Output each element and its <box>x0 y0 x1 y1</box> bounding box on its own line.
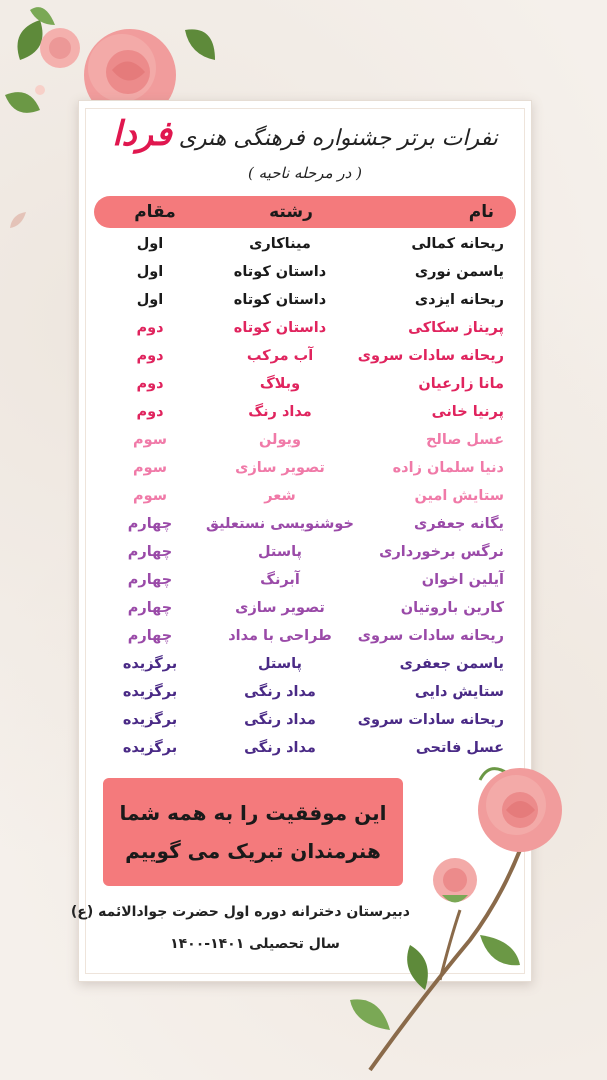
table-row <box>94 594 516 622</box>
row-field: داستان کوتاه <box>233 320 327 336</box>
row-rank: سوم <box>133 488 167 504</box>
row-rank: چهارم <box>127 516 173 532</box>
page-title <box>90 110 520 158</box>
row-rank: دوم <box>136 404 164 420</box>
row-name: ریحانه کمالی <box>411 236 504 252</box>
academic-year: سال تحصیلی ۱۴۰۱-۱۴۰۰ <box>170 936 340 952</box>
row-name: دنیا سلمان زاده <box>392 460 504 476</box>
row-name: یگانه جعفری <box>414 516 504 532</box>
leaf-icon <box>8 210 28 230</box>
row-rank: دوم <box>136 376 164 392</box>
row-rank: اول <box>136 236 164 252</box>
row-field: آبرنگ <box>260 572 300 588</box>
row-field: پاستل <box>257 544 302 560</box>
row-field: مداد رنگی <box>244 712 316 728</box>
row-name: ریحانه سادات سروی <box>357 348 504 364</box>
header-rank: مقام <box>134 202 176 222</box>
page-subtitle: ( در مرحله ناحیه ) <box>248 164 362 182</box>
table-row <box>94 650 516 678</box>
row-name: ریحانه سادات سروی <box>357 712 504 728</box>
row-name: عسل فاتحی <box>415 740 504 756</box>
row-name: مانا زارعیان <box>418 376 504 392</box>
row-field: تصویر سازی <box>235 460 325 476</box>
row-name: ریحانه سادات سروی <box>357 628 504 644</box>
row-field: داستان کوتاه <box>233 264 327 280</box>
row-rank: سوم <box>133 460 167 476</box>
table-row <box>94 454 516 482</box>
row-field: میناکاری <box>249 236 311 252</box>
rose-bottom-right-icon <box>330 740 607 1080</box>
row-field: تصویر سازی <box>235 600 325 616</box>
table-row <box>94 622 516 650</box>
table-row <box>94 286 516 314</box>
row-field: طراحی با مداد <box>228 628 332 644</box>
congrats-line-1: این موفقیت را به همه شما <box>119 801 387 825</box>
row-name: کارین باروتیان <box>400 600 504 616</box>
table-body <box>94 230 516 762</box>
row-name: عسل صالح <box>425 432 504 448</box>
header-name: نام <box>468 202 494 222</box>
row-name: آیلین اخوان <box>421 572 504 588</box>
row-field: شعر <box>264 488 296 504</box>
header-field: رشته <box>269 202 313 222</box>
table-row <box>94 510 516 538</box>
table-row <box>94 258 516 286</box>
row-rank: دوم <box>136 320 164 336</box>
row-name: یاسمن نوری <box>414 264 504 280</box>
title-brand: فردا <box>112 114 172 154</box>
table-row <box>94 482 516 510</box>
table-row <box>94 342 516 370</box>
row-rank: چهارم <box>127 544 173 560</box>
title-text: نفرات برتر جشنواره فرهنگی هنری <box>178 126 498 151</box>
table-row <box>94 678 516 706</box>
row-name: پریناز سکاکی <box>408 320 504 336</box>
table-row <box>94 538 516 566</box>
row-rank: برگزیده <box>122 740 178 756</box>
row-name: ستایش دایی <box>414 684 504 700</box>
row-rank: چهارم <box>127 628 173 644</box>
row-field: ویولن <box>258 432 302 448</box>
row-rank: اول <box>136 292 164 308</box>
row-field: مداد رنگی <box>244 740 316 756</box>
table-header <box>94 196 516 228</box>
table-row <box>94 398 516 426</box>
row-rank: سوم <box>133 432 167 448</box>
row-field: داستان کوتاه <box>233 292 327 308</box>
table-row <box>94 370 516 398</box>
row-name: ریحانه ایزدی <box>414 292 504 308</box>
table-row <box>94 706 516 734</box>
row-rank: برگزیده <box>122 684 178 700</box>
school-name: دبیرستان دخترانه دوره اول حضرت جوادالائمه (ع) <box>70 904 410 920</box>
row-rank: اول <box>136 264 164 280</box>
table-row <box>94 230 516 258</box>
row-field: وبلاگ <box>259 376 301 392</box>
row-rank: چهارم <box>127 572 173 588</box>
row-name: یاسمن جعفری <box>399 656 504 672</box>
row-rank: دوم <box>136 348 164 364</box>
row-name: پرنیا خانی <box>431 404 504 420</box>
table-row <box>94 426 516 454</box>
row-field: پاستل <box>257 656 302 672</box>
row-name: نرگس برخورداری <box>379 544 504 560</box>
row-field: خوشنویسی نستعلیق <box>206 516 354 532</box>
row-rank: برگزیده <box>122 712 178 728</box>
table-row <box>94 314 516 342</box>
congrats-line-2: هنرمندان تبریک می گوییم <box>125 839 381 863</box>
row-name: ستایش امین <box>414 488 504 504</box>
row-field: مداد رنگی <box>244 684 316 700</box>
table-row <box>94 566 516 594</box>
row-field: مداد رنگ <box>248 404 312 420</box>
row-field: آب مرکب <box>246 348 314 364</box>
row-rank: برگزیده <box>122 656 178 672</box>
row-rank: چهارم <box>127 600 173 616</box>
